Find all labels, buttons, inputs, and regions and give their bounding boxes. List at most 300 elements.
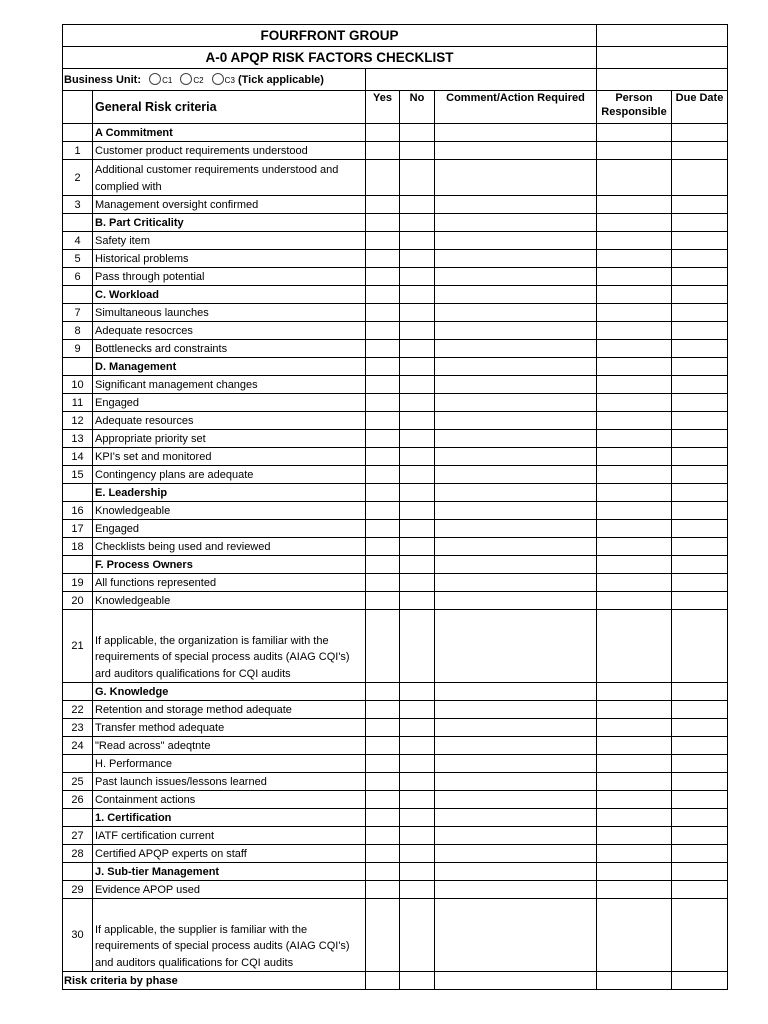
- yes-cell[interactable]: [366, 574, 400, 592]
- row-number: 26: [63, 791, 93, 809]
- due-date-cell[interactable]: [672, 196, 728, 214]
- person-cell: [597, 556, 672, 574]
- person-cell[interactable]: [597, 250, 672, 268]
- yes-cell[interactable]: [366, 412, 400, 430]
- comment-cell[interactable]: [435, 142, 597, 160]
- yes-cell[interactable]: [366, 268, 400, 286]
- comment-cell[interactable]: [435, 448, 597, 466]
- checklist-row: [63, 899, 728, 972]
- no-cell[interactable]: [400, 845, 435, 863]
- no-cell[interactable]: [400, 466, 435, 484]
- comment-cell[interactable]: [435, 899, 597, 972]
- criteria-text: Knowledgeable: [93, 592, 366, 610]
- no-cell[interactable]: [400, 827, 435, 845]
- no-cell[interactable]: [400, 538, 435, 556]
- column-header-no: No: [400, 91, 435, 124]
- criteria-text: IATF certification current: [93, 827, 366, 845]
- due-date-cell[interactable]: [672, 881, 728, 899]
- comment-cell[interactable]: [435, 574, 597, 592]
- due-date-cell[interactable]: [672, 340, 728, 358]
- yes-cell[interactable]: [366, 701, 400, 719]
- no-cell[interactable]: [400, 881, 435, 899]
- due-date-cell[interactable]: [672, 701, 728, 719]
- criteria-text: "Read across" adeqtnte: [93, 737, 366, 755]
- criteria-text: Contingency plans are adequate: [93, 466, 366, 484]
- yes-cell[interactable]: [366, 538, 400, 556]
- yes-cell: [366, 556, 400, 574]
- person-cell: [597, 124, 672, 142]
- row-number: 22: [63, 701, 93, 719]
- row-number: [63, 124, 93, 142]
- checklist-row: [63, 791, 728, 809]
- no-cell[interactable]: [400, 430, 435, 448]
- yes-cell[interactable]: [366, 737, 400, 755]
- header-blank-cell: [597, 47, 728, 69]
- due-date-cell[interactable]: [672, 592, 728, 610]
- row-number: 21: [63, 610, 93, 683]
- section-heading: D. Management: [93, 358, 366, 376]
- comment-cell[interactable]: [435, 737, 597, 755]
- person-cell[interactable]: [597, 610, 672, 683]
- checklist-row: [63, 142, 728, 160]
- comment-cell[interactable]: [435, 502, 597, 520]
- no-cell: [400, 863, 435, 881]
- comment-cell[interactable]: [435, 322, 597, 340]
- criteria-text: Transfer method adequate: [93, 719, 366, 737]
- person-cell[interactable]: [597, 502, 672, 520]
- criteria-text: Adequate resocrces: [93, 322, 366, 340]
- person-cell[interactable]: [597, 196, 672, 214]
- footer-label: Risk criteria by phase: [63, 972, 366, 990]
- no-cell: [400, 809, 435, 827]
- criteria-text: Simultaneous launches: [93, 304, 366, 322]
- comment-cell[interactable]: [435, 845, 597, 863]
- no-cell[interactable]: [400, 520, 435, 538]
- yes-cell[interactable]: [366, 899, 400, 972]
- row-number: [63, 683, 93, 701]
- due-date-cell[interactable]: [672, 160, 728, 196]
- due-date-cell[interactable]: [672, 520, 728, 538]
- row-number: 13: [63, 430, 93, 448]
- radio-c1[interactable]: [149, 73, 161, 85]
- due-date-cell[interactable]: [672, 791, 728, 809]
- row-number: 24: [63, 737, 93, 755]
- blank-cell: [597, 69, 728, 91]
- comment-cell[interactable]: [435, 340, 597, 358]
- row-number: 16: [63, 502, 93, 520]
- section-row: [63, 863, 728, 881]
- criteria-text: Retention and storage method adequate: [93, 701, 366, 719]
- section-heading: 1. Certification: [93, 809, 366, 827]
- row-number: 15: [63, 466, 93, 484]
- no-cell[interactable]: [400, 268, 435, 286]
- no-cell[interactable]: [400, 340, 435, 358]
- criteria-text: Historical problems: [93, 250, 366, 268]
- yes-cell[interactable]: [366, 502, 400, 520]
- comment-cell: [435, 683, 597, 701]
- due-date-cell[interactable]: [672, 448, 728, 466]
- due-date-cell[interactable]: [672, 502, 728, 520]
- person-cell[interactable]: [597, 701, 672, 719]
- criteria-text: Engaged: [93, 520, 366, 538]
- due-date-cell[interactable]: [672, 610, 728, 683]
- checklist-row: [63, 268, 728, 286]
- yes-cell[interactable]: [366, 827, 400, 845]
- due-date-cell: [672, 358, 728, 376]
- due-date-cell[interactable]: [672, 538, 728, 556]
- person-cell[interactable]: [597, 737, 672, 755]
- due-date-cell[interactable]: [672, 827, 728, 845]
- due-date-cell[interactable]: [672, 430, 728, 448]
- person-cell[interactable]: [597, 160, 672, 196]
- row-number: [63, 556, 93, 574]
- comment-cell[interactable]: [435, 412, 597, 430]
- comment-cell[interactable]: [435, 827, 597, 845]
- yes-cell[interactable]: [366, 520, 400, 538]
- person-cell[interactable]: [597, 394, 672, 412]
- no-cell[interactable]: [400, 448, 435, 466]
- comment-cell[interactable]: [435, 160, 597, 196]
- comment-cell[interactable]: [435, 304, 597, 322]
- row-number: 18: [63, 538, 93, 556]
- comment-cell[interactable]: [435, 791, 597, 809]
- comment-cell: [435, 863, 597, 881]
- section-heading: G. Knowledge: [93, 683, 366, 701]
- row-number: [63, 809, 93, 827]
- person-cell[interactable]: [597, 827, 672, 845]
- comment-cell[interactable]: [435, 773, 597, 791]
- due-date-cell: [672, 214, 728, 232]
- person-cell[interactable]: [597, 142, 672, 160]
- row-number: 17: [63, 520, 93, 538]
- criteria-text: Containment actions: [93, 791, 366, 809]
- person-cell[interactable]: [597, 268, 672, 286]
- due-date-cell: [672, 124, 728, 142]
- no-cell: [400, 286, 435, 304]
- yes-cell: [366, 972, 400, 990]
- section-heading: J. Sub-tier Management: [93, 863, 366, 881]
- row-number: 4: [63, 232, 93, 250]
- due-date-cell[interactable]: [672, 845, 728, 863]
- tick-applicable-hint: (Tick applicable): [237, 73, 324, 86]
- comment-cell[interactable]: [435, 196, 597, 214]
- section-row: [63, 556, 728, 574]
- criteria-text: Management oversight confirmed: [93, 196, 366, 214]
- yes-cell[interactable]: [366, 340, 400, 358]
- section-heading: F. Process Owners: [93, 556, 366, 574]
- row-number: 23: [63, 719, 93, 737]
- checklist-row: [63, 773, 728, 791]
- comment-cell[interactable]: [435, 376, 597, 394]
- checklist-row: [63, 232, 728, 250]
- section-heading: C. Workload: [93, 286, 366, 304]
- no-cell[interactable]: [400, 196, 435, 214]
- row-number: 14: [63, 448, 93, 466]
- checklist-row: [63, 448, 728, 466]
- criteria-text: Engaged: [93, 394, 366, 412]
- section-heading: A Commitment: [93, 124, 366, 142]
- due-date-cell[interactable]: [672, 304, 728, 322]
- comment-cell[interactable]: [435, 881, 597, 899]
- checklist-row: [63, 610, 728, 683]
- person-cell[interactable]: [597, 430, 672, 448]
- comment-cell[interactable]: [435, 394, 597, 412]
- checklist-row: [63, 574, 728, 592]
- comment-cell[interactable]: [435, 268, 597, 286]
- yes-cell[interactable]: [366, 845, 400, 863]
- yes-cell[interactable]: [366, 394, 400, 412]
- yes-cell[interactable]: [366, 448, 400, 466]
- person-cell[interactable]: [597, 448, 672, 466]
- column-header-criteria: General Risk criteria: [93, 91, 366, 124]
- risk-checklist-table: [62, 24, 728, 990]
- person-cell[interactable]: [597, 466, 672, 484]
- column-header-comment: Comment/Action Required: [435, 91, 597, 124]
- criteria-text: All functions represented: [93, 574, 366, 592]
- no-cell[interactable]: [400, 304, 435, 322]
- yes-cell[interactable]: [366, 719, 400, 737]
- no-cell: [400, 214, 435, 232]
- person-cell[interactable]: [597, 719, 672, 737]
- no-cell[interactable]: [400, 773, 435, 791]
- criteria-text: If applicable, the supplier is familiar with the requirements of special process audits (AIAG CQI's) and auditors qualifications for CQI audits: [93, 899, 366, 972]
- business-unit-selector: [63, 69, 366, 91]
- due-date-cell[interactable]: [672, 899, 728, 972]
- no-cell[interactable]: [400, 502, 435, 520]
- yes-cell: [366, 286, 400, 304]
- checklist-row: [63, 322, 728, 340]
- person-cell: [597, 484, 672, 502]
- no-cell: [400, 683, 435, 701]
- no-cell[interactable]: [400, 232, 435, 250]
- person-cell[interactable]: [597, 574, 672, 592]
- due-date-cell: [672, 755, 728, 773]
- row-number: 28: [63, 845, 93, 863]
- section-row: [63, 484, 728, 502]
- no-cell[interactable]: [400, 574, 435, 592]
- no-cell[interactable]: [400, 719, 435, 737]
- comment-cell: [435, 809, 597, 827]
- yes-cell: [366, 124, 400, 142]
- row-number: 30: [63, 899, 93, 972]
- due-date-cell[interactable]: [672, 268, 728, 286]
- comment-cell[interactable]: [435, 250, 597, 268]
- no-cell[interactable]: [400, 160, 435, 196]
- checklist-row: [63, 304, 728, 322]
- comment-cell[interactable]: [435, 232, 597, 250]
- row-number: 1: [63, 142, 93, 160]
- due-date-cell: [672, 556, 728, 574]
- due-date-cell[interactable]: [672, 142, 728, 160]
- yes-cell[interactable]: [366, 322, 400, 340]
- row-number: 11: [63, 394, 93, 412]
- no-cell: [400, 556, 435, 574]
- person-cell[interactable]: [597, 412, 672, 430]
- comment-cell[interactable]: [435, 520, 597, 538]
- due-date-cell[interactable]: [672, 574, 728, 592]
- section-row: [63, 809, 728, 827]
- due-date-cell: [672, 286, 728, 304]
- criteria-text: Evidence APOP used: [93, 881, 366, 899]
- yes-cell: [366, 683, 400, 701]
- due-date-cell[interactable]: [672, 232, 728, 250]
- business-unit-label: Business Unit:: [64, 73, 142, 86]
- no-cell[interactable]: [400, 394, 435, 412]
- column-header-person: Person Responsible: [597, 91, 672, 124]
- person-cell[interactable]: [597, 322, 672, 340]
- comment-cell: [435, 124, 597, 142]
- person-cell[interactable]: [597, 376, 672, 394]
- no-cell[interactable]: [400, 322, 435, 340]
- checklist-row: [63, 430, 728, 448]
- due-date-cell[interactable]: [672, 394, 728, 412]
- yes-cell[interactable]: [366, 304, 400, 322]
- checklist-row: [63, 719, 728, 737]
- no-cell[interactable]: [400, 701, 435, 719]
- criteria-text: Knowledgeable: [93, 502, 366, 520]
- comment-cell: [435, 755, 597, 773]
- no-cell[interactable]: [400, 610, 435, 683]
- no-cell: [400, 755, 435, 773]
- radio-c3[interactable]: [212, 73, 224, 85]
- yes-cell: [366, 755, 400, 773]
- no-cell[interactable]: [400, 791, 435, 809]
- due-date-cell[interactable]: [672, 376, 728, 394]
- yes-cell[interactable]: [366, 430, 400, 448]
- person-cell[interactable]: [597, 773, 672, 791]
- due-date-cell[interactable]: [672, 773, 728, 791]
- criteria-text: Bottlenecks ard constraints: [93, 340, 366, 358]
- no-cell: [400, 972, 435, 990]
- option-c3-label: C3: [224, 75, 235, 85]
- due-date-cell[interactable]: [672, 737, 728, 755]
- row-number: [63, 358, 93, 376]
- due-date-cell[interactable]: [672, 412, 728, 430]
- yes-cell[interactable]: [366, 232, 400, 250]
- no-cell[interactable]: [400, 737, 435, 755]
- person-cell: [597, 214, 672, 232]
- checklist-row: [63, 520, 728, 538]
- footer-row: [63, 972, 728, 990]
- yes-cell[interactable]: [366, 773, 400, 791]
- checklist-row: [63, 592, 728, 610]
- no-cell: [400, 484, 435, 502]
- due-date-cell: [672, 809, 728, 827]
- comment-cell: [435, 214, 597, 232]
- comment-cell[interactable]: [435, 466, 597, 484]
- criteria-text: Significant management changes: [93, 376, 366, 394]
- section-heading: B. Part Criticality: [93, 214, 366, 232]
- no-cell[interactable]: [400, 412, 435, 430]
- comment-cell: [435, 556, 597, 574]
- no-cell[interactable]: [400, 250, 435, 268]
- due-date-cell: [672, 484, 728, 502]
- checklist-row: [63, 412, 728, 430]
- no-cell[interactable]: [400, 592, 435, 610]
- due-date-cell: [672, 863, 728, 881]
- row-number: 6: [63, 268, 93, 286]
- row-number: 9: [63, 340, 93, 358]
- checklist-row: [63, 737, 728, 755]
- checklist-row: [63, 340, 728, 358]
- no-cell[interactable]: [400, 376, 435, 394]
- row-number: 7: [63, 304, 93, 322]
- criteria-text: If applicable, the organization is familiar with the requirements of special process audits (AIAG CQI's) ard auditors qualifications for CQI audits: [93, 610, 366, 683]
- person-cell[interactable]: [597, 592, 672, 610]
- comment-cell[interactable]: [435, 592, 597, 610]
- comment-cell: [435, 358, 597, 376]
- criteria-text: Adequate resources: [93, 412, 366, 430]
- person-cell[interactable]: [597, 881, 672, 899]
- person-cell[interactable]: [597, 845, 672, 863]
- checklist-row: [63, 160, 728, 196]
- criteria-text: Pass through potential: [93, 268, 366, 286]
- radio-c2[interactable]: [180, 73, 192, 85]
- comment-cell[interactable]: [435, 610, 597, 683]
- comment-cell[interactable]: [435, 538, 597, 556]
- person-cell: [597, 809, 672, 827]
- criteria-text: Certified APQP experts on staff: [93, 845, 366, 863]
- yes-cell[interactable]: [366, 610, 400, 683]
- yes-cell: [366, 484, 400, 502]
- due-date-cell[interactable]: [672, 719, 728, 737]
- due-date-cell[interactable]: [672, 250, 728, 268]
- yes-cell[interactable]: [366, 142, 400, 160]
- checklist-row: [63, 538, 728, 556]
- person-cell: [597, 972, 672, 990]
- row-number: [63, 755, 93, 773]
- yes-cell: [366, 809, 400, 827]
- section-row: [63, 358, 728, 376]
- section-row: [63, 755, 728, 773]
- no-cell[interactable]: [400, 142, 435, 160]
- yes-cell[interactable]: [366, 376, 400, 394]
- yes-cell[interactable]: [366, 791, 400, 809]
- no-cell: [400, 124, 435, 142]
- comment-cell[interactable]: [435, 430, 597, 448]
- person-cell[interactable]: [597, 232, 672, 250]
- person-cell[interactable]: [597, 520, 672, 538]
- no-cell[interactable]: [400, 899, 435, 972]
- comment-cell[interactable]: [435, 719, 597, 737]
- due-date-cell: [672, 972, 728, 990]
- yes-cell[interactable]: [366, 881, 400, 899]
- person-cell[interactable]: [597, 304, 672, 322]
- yes-cell[interactable]: [366, 196, 400, 214]
- yes-cell[interactable]: [366, 250, 400, 268]
- due-date-cell[interactable]: [672, 322, 728, 340]
- person-cell: [597, 358, 672, 376]
- section-heading: E. Leadership: [93, 484, 366, 502]
- row-number: [63, 484, 93, 502]
- person-cell[interactable]: [597, 340, 672, 358]
- person-cell[interactable]: [597, 538, 672, 556]
- comment-cell[interactable]: [435, 701, 597, 719]
- section-row: [63, 286, 728, 304]
- checklist-row: [63, 701, 728, 719]
- due-date-cell[interactable]: [672, 466, 728, 484]
- yes-cell[interactable]: [366, 466, 400, 484]
- yes-cell[interactable]: [366, 160, 400, 196]
- row-number: [63, 214, 93, 232]
- row-number: 10: [63, 376, 93, 394]
- person-cell[interactable]: [597, 791, 672, 809]
- person-cell[interactable]: [597, 899, 672, 972]
- row-number: 27: [63, 827, 93, 845]
- comment-cell: [435, 484, 597, 502]
- yes-cell[interactable]: [366, 592, 400, 610]
- column-header-yes: Yes: [366, 91, 400, 124]
